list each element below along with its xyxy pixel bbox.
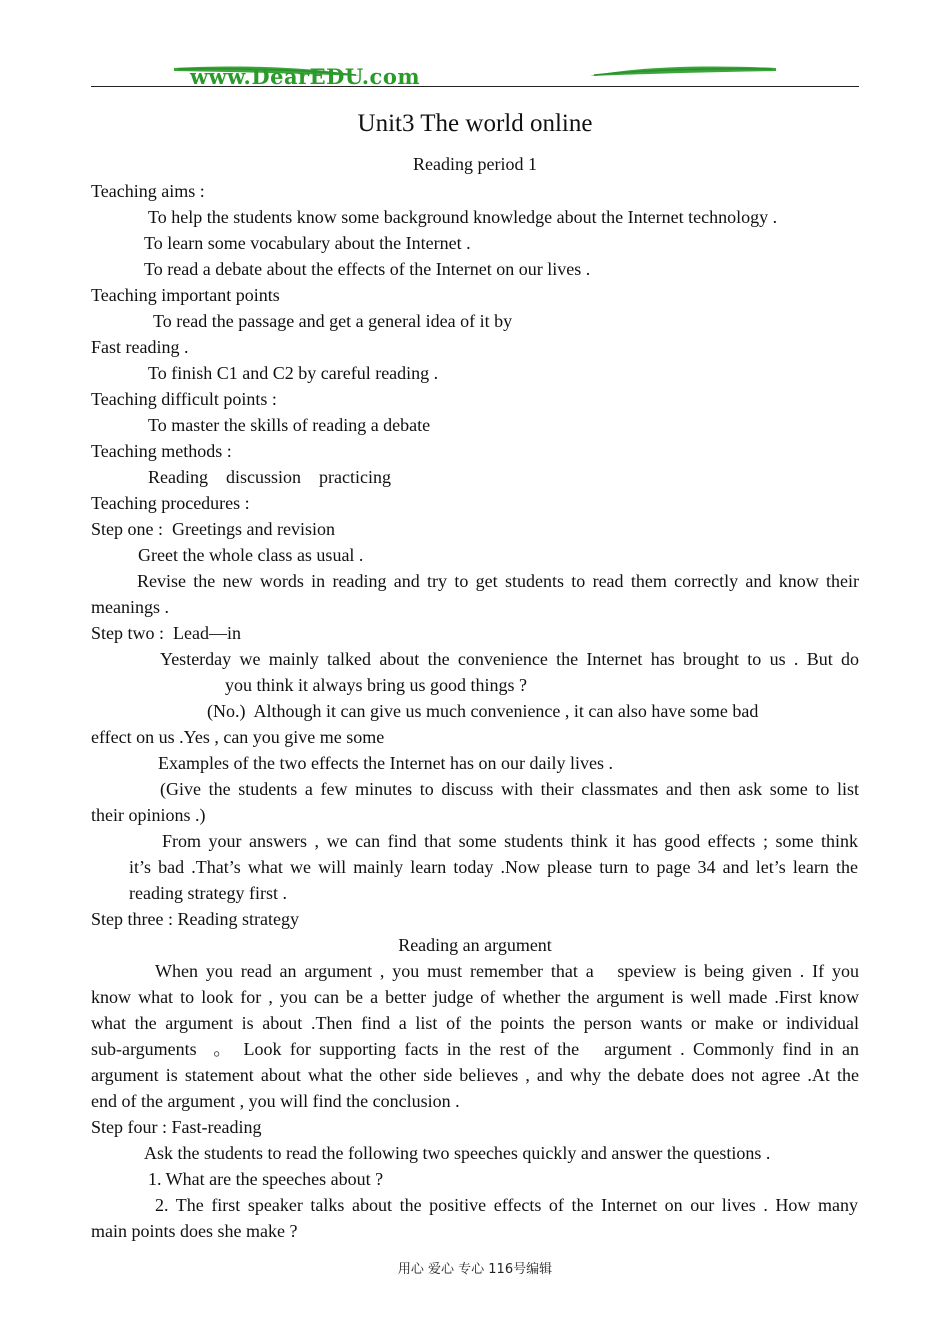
aim-line: To read a debate about the effects of the Internet on our lives . [144,259,591,279]
step-two-line: it’s bad .That’s what we will mainly learn today .Now please turn to page 34 and let’s learn the [129,857,858,877]
argument-paragraph-line: When you read an argument , you must remember that a speview is being given . If you [155,961,859,981]
step-two-line: (Give the students a few minutes to discuss with their classmates and then ask some to list [160,779,859,799]
step-two-line: reading strategy first . [129,883,287,903]
logo-text[interactable]: www.DearEDU.com [189,64,421,89]
difficult-point-line: To master the skills of reading a debate [148,415,431,435]
step-one-line: Revise the new words in reading and try to get students to read them correctly and know their [137,571,859,591]
question-2: 2. The first speaker talks about the positive effects of the Internet on our lives . How many [155,1195,858,1215]
page-subtitle: Reading period 1 [413,154,537,174]
important-point-line: To finish C1 and C2 by careful reading . [148,363,439,383]
important-point-line: Fast reading . [91,337,189,357]
step-one-line: meanings . [91,597,169,617]
step-two-heading: Step two : Lead—in [91,623,241,643]
step-two-line: (No.) Although it can give us much convenience , it can also have some bad [207,701,759,721]
step-three-heading: Step three : Reading strategy [91,909,299,929]
step-two-line: Yesterday we mainly talked about the convenience the Internet has brought to us . But do [160,649,859,669]
heading-teaching-aims: Teaching aims : [91,181,205,201]
section-heading-reading-argument: Reading an argument [398,935,552,955]
page-footer: 用心 爱心 专心 116号编辑 [397,1262,553,1277]
step-four-line: Ask the students to read the following two speeches quickly and answer the questions . [144,1143,771,1163]
aim-line: To learn some vocabulary about the Internet . [144,233,471,253]
page-title: Unit3 The world online [357,110,593,137]
step-two-line: Examples of the two effects the Internet has on our daily lives . [158,753,614,773]
argument-paragraph-line: end of the argument , you will find the conclusion . [91,1091,460,1111]
argument-paragraph-line: sub-arguments 。 Look for supporting facts in the rest of the argument . Commonly find in an [91,1039,859,1059]
step-two-line: their opinions .) [91,805,206,825]
aim-line: To help the students know some background knowledge about the Internet technology . [148,207,778,227]
step-two-line: From your answers , we can find that some students think it has good effects ; some think [162,831,858,851]
question-1: 1. What are the speeches about ? [148,1169,384,1189]
heading-important-points: Teaching important points [91,285,280,305]
step-one-heading: Step one : Greetings and revision [91,519,335,539]
header-rule [91,86,859,87]
argument-paragraph-line: what the argument is about .Then find a list of the points the person wants or make or individual [91,1013,859,1033]
heading-difficult-points: Teaching difficult points : [91,389,277,409]
step-two-line: effect on us .Yes , can you give me some [91,727,385,747]
argument-paragraph-line: argument is statement about what the other side believes , and why the debate does not agree .At the [91,1065,859,1085]
argument-paragraph-line: know what to look for , you can be a better judge of whether the argument is well made .First know [91,987,859,1007]
important-point-line: To read the passage and get a general idea of it by [153,311,513,331]
step-one-line: Greet the whole class as usual . [138,545,364,565]
methods-line: Reading discussion practicing [148,467,391,487]
heading-teaching-procedures: Teaching procedures : [91,493,250,513]
step-two-line: you think it always bring us good things ? [225,675,527,695]
step-four-heading: Step four : Fast-reading [91,1117,262,1137]
question-2-continued: main points does she make ? [91,1221,298,1241]
heading-teaching-methods: Teaching methods : [91,441,232,461]
